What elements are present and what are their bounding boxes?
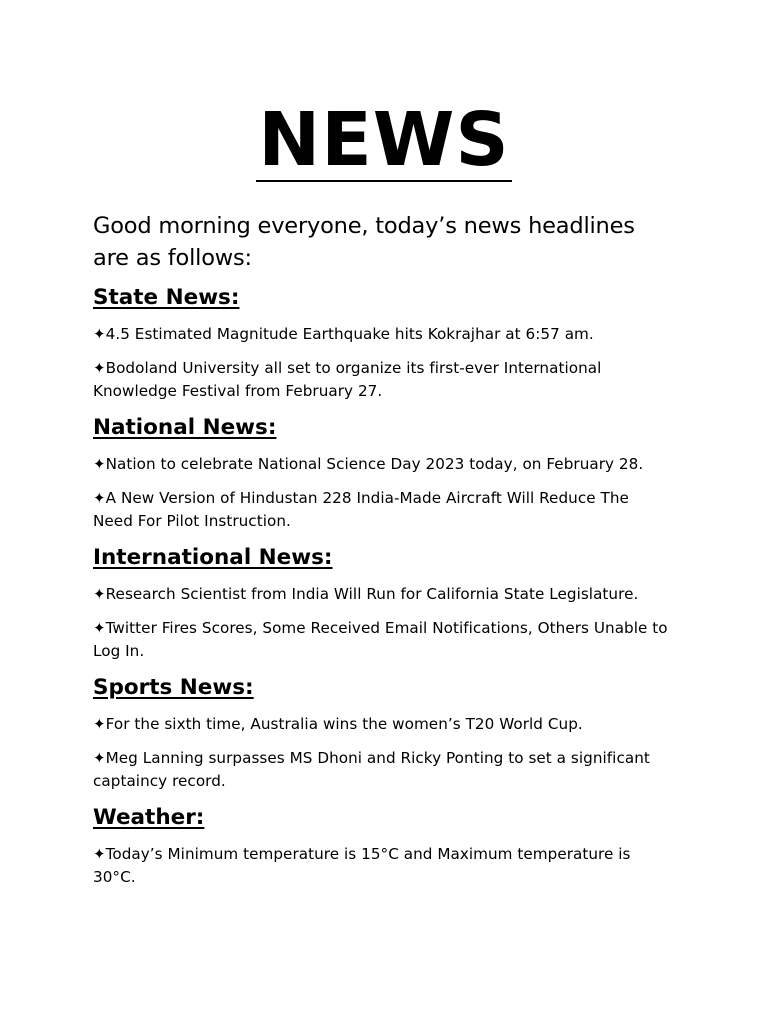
news-item	[93, 713, 668, 736]
section-national-news	[93, 414, 668, 533]
section-sports-news	[93, 674, 668, 793]
news-item	[93, 323, 668, 346]
news-item-text: A New Version of Hindustan 228 India-Made Aircraft Will Reduce The Need For Pilot Instruction.	[93, 489, 629, 530]
section-heading: Sports News:	[93, 675, 254, 700]
intro-text: Good morning everyone, today’s news headlines are as follows:	[93, 213, 635, 271]
star-bullet-icon: ✦	[93, 325, 106, 343]
document-body	[93, 210, 668, 900]
star-bullet-icon: ✦	[93, 489, 106, 507]
section-international-news	[93, 544, 668, 663]
news-item-text: Twitter Fires Scores, Some Received Email Notifications, Others Unable to Log In.	[93, 619, 668, 660]
news-item	[93, 453, 668, 476]
star-bullet-icon: ✦	[93, 715, 106, 733]
news-item-text: Nation to celebrate National Science Day 2023 today, on February 28.	[105, 455, 644, 473]
news-item-text: Bodoland University all set to organize its first-ever International Knowledge Festival from February 27.	[93, 359, 602, 400]
news-item-text: Today’s Minimum temperature is 15°C and Maximum temperature is 30°C.	[93, 845, 631, 886]
news-item	[93, 583, 668, 606]
star-bullet-icon: ✦	[93, 455, 106, 473]
page-title: NEWS	[258, 97, 510, 183]
section-state-news	[93, 284, 668, 403]
news-item-text: 4.5 Estimated Magnitude Earthquake hits Kokrajhar at 6:57 am.	[105, 325, 594, 343]
star-bullet-icon: ✦	[93, 619, 106, 637]
news-item-text: For the sixth time, Australia wins the women’s T20 World Cup.	[105, 715, 583, 733]
news-item-text: Meg Lanning surpasses MS Dhoni and Ricky Ponting to set a significant captaincy record.	[93, 749, 650, 790]
news-item	[93, 617, 668, 663]
star-bullet-icon: ✦	[93, 585, 106, 603]
section-weather	[93, 804, 668, 889]
section-heading: International News:	[93, 545, 333, 570]
star-bullet-icon: ✦	[93, 845, 106, 863]
section-heading: State News:	[93, 285, 240, 310]
news-item-text: Research Scientist from India Will Run for California State Legislature.	[105, 585, 639, 603]
section-heading: National News:	[93, 415, 277, 440]
news-item	[93, 357, 668, 403]
star-bullet-icon: ✦	[93, 359, 106, 377]
news-item	[93, 487, 668, 533]
news-item	[93, 747, 668, 793]
news-item	[93, 843, 668, 889]
section-heading: Weather:	[93, 805, 205, 830]
star-bullet-icon: ✦	[93, 749, 106, 767]
page-title-container	[0, 97, 768, 183]
